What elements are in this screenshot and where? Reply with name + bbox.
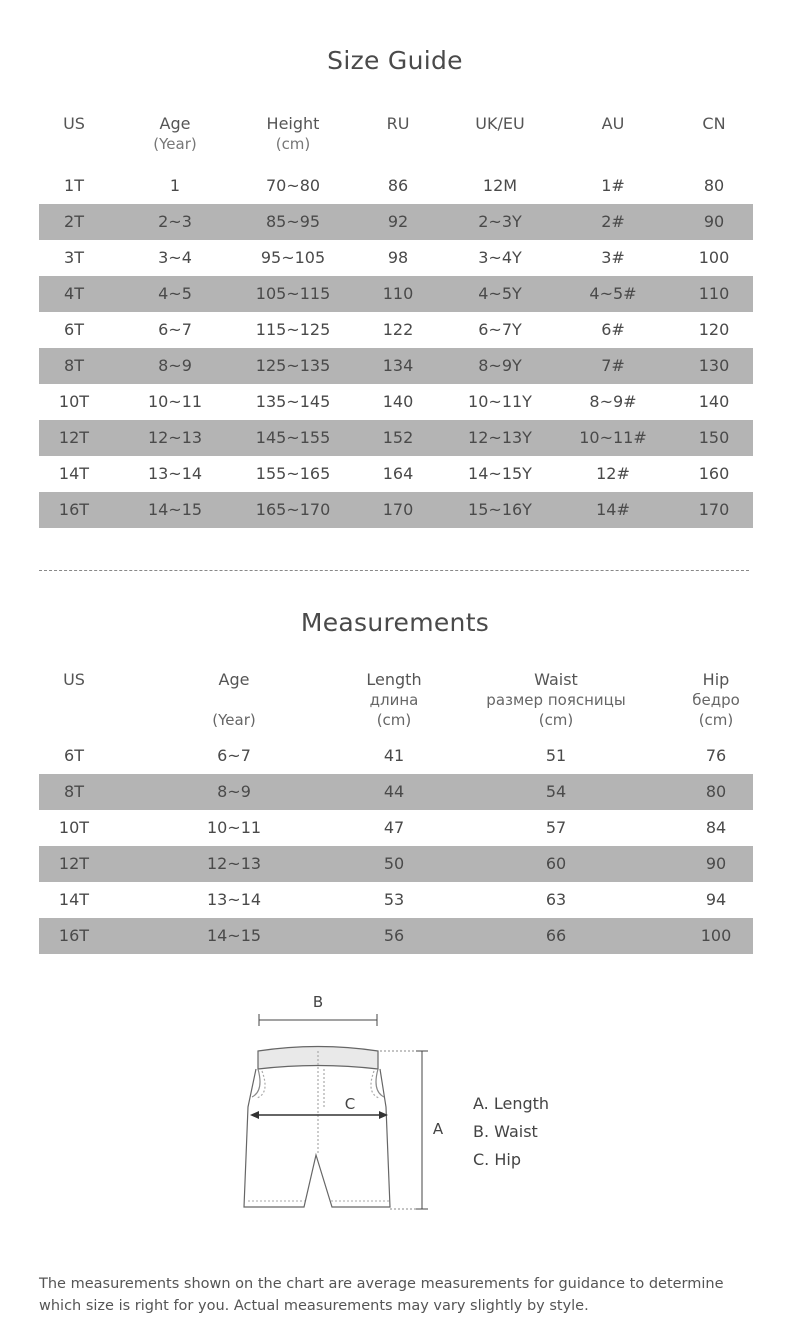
size-guide-row: [39, 348, 753, 384]
size-guide-cell: 134: [382, 356, 414, 375]
measurements-cell: 6T: [64, 746, 84, 765]
measurements-row: [39, 774, 753, 810]
size-guide-cell: 12~13Y: [468, 428, 532, 447]
shorts-diagram: [0, 985, 790, 1245]
measurements-header-col-0: [63, 670, 85, 690]
measurements-cell: 8~9: [217, 782, 251, 801]
size-guide-row: [39, 168, 753, 204]
measurements-cell: 57: [545, 818, 567, 837]
size-guide-cell: 4T: [64, 284, 84, 303]
label-b: B: [312, 993, 324, 1011]
measurements-cell: 10~11: [206, 818, 262, 837]
size-guide-cell: 160: [698, 464, 730, 483]
size-guide-cell: 7#: [601, 356, 625, 375]
size-guide-cell: 14#: [596, 500, 630, 519]
size-guide-header-label: RU: [386, 114, 410, 133]
size-guide-cell: 2#: [601, 212, 625, 231]
size-guide-header-col-5: [602, 114, 625, 134]
size-guide-cell: 105~115: [255, 284, 331, 303]
size-guide-cell: 6#: [601, 320, 625, 339]
measurements-row: [39, 918, 753, 954]
measurements-cell: 12T: [58, 854, 90, 873]
size-guide-cell: 10T: [58, 392, 90, 411]
measurements-row: [39, 882, 753, 918]
measurements-cell: 90: [705, 854, 727, 873]
size-guide-cell: 170: [382, 500, 414, 519]
size-guide-cell: 140: [382, 392, 414, 411]
measurements-cell: 100: [700, 926, 732, 945]
size-guide-cell: 10~11#: [579, 428, 647, 447]
size-guide-row: [39, 204, 753, 240]
measurements-cell: 47: [383, 818, 405, 837]
size-guide-header-label: Height: [266, 114, 320, 133]
measurements-cell: 41: [383, 746, 405, 765]
measurements-cell: 66: [545, 926, 567, 945]
size-guide-table: [39, 114, 753, 528]
size-guide-cell: 16T: [58, 500, 90, 519]
size-guide-cell: 12T: [58, 428, 90, 447]
measurements-header-line: US: [63, 670, 85, 689]
size-guide-cell: 80: [703, 176, 725, 195]
size-guide-header-label: Age: [159, 114, 191, 133]
measurements-cell: 50: [383, 854, 405, 873]
measurements-header-line: (cm): [376, 711, 412, 729]
measurements-header-line: Waist: [534, 670, 578, 689]
measurements-body: [39, 738, 753, 954]
size-guide-cell: 12M: [482, 176, 518, 195]
measurements-header-line: [212, 690, 255, 710]
size-guide-cell: 15~16Y: [468, 500, 532, 519]
size-guide-cell: 1: [169, 176, 181, 195]
measurements-cell: 8T: [64, 782, 84, 801]
size-guide-cell: 125~135: [255, 356, 331, 375]
measurements-title: Measurements: [300, 608, 490, 637]
size-guide-cell: 110: [698, 284, 730, 303]
legend-length: A. Length: [473, 1094, 550, 1113]
size-guide-cell: 14~15: [147, 500, 203, 519]
measurements-header-col-1: [212, 670, 255, 730]
size-guide-cell: 10~11Y: [468, 392, 532, 411]
legend-hip: C. Hip: [473, 1150, 521, 1169]
measurements-row: [39, 846, 753, 882]
size-guide-row: [39, 276, 753, 312]
size-guide-cell: 1T: [64, 176, 84, 195]
measurements-cell: 13~14: [206, 890, 262, 909]
size-guide-cell: 95~105: [260, 248, 326, 267]
size-guide-cell: 4~5: [158, 284, 192, 303]
size-guide-cell: 3~4Y: [478, 248, 522, 267]
size-guide-header-label: AU: [601, 114, 625, 133]
size-guide-header-label: UK/EU: [475, 114, 525, 133]
measurements-header-line: бедро: [692, 691, 740, 709]
size-guide-cell: 8~9#: [589, 392, 637, 411]
size-guide-header-col-4: [475, 114, 524, 134]
size-guide-cell: 115~125: [255, 320, 331, 339]
size-guide-cell: 120: [698, 320, 730, 339]
size-guide-body: [39, 168, 753, 528]
size-guide-cell: 2T: [64, 212, 84, 231]
measurements-cell: 54: [545, 782, 567, 801]
measurements-cell: 94: [705, 890, 727, 909]
measurements-header-line: Age: [218, 670, 250, 689]
label-c: C: [344, 1095, 356, 1113]
footnote: The measurements shown on the chart are average measurements for guidance to determine which size is right for you. Actual measurements may vary slightly by style.: [39, 1276, 724, 1314]
measurements-cell: 84: [705, 818, 727, 837]
size-guide-cell: 135~145: [255, 392, 331, 411]
size-guide-cell: 8~9: [158, 356, 192, 375]
size-guide-cell: 3~4: [158, 248, 192, 267]
measurements-header-line: размер поясницы: [486, 691, 626, 709]
size-guide-header-label: US: [63, 114, 85, 133]
size-guide-header-label: CN: [702, 114, 726, 133]
size-guide-cell: 6~7: [158, 320, 192, 339]
legend-waist: B. Waist: [473, 1122, 538, 1141]
measurements-row: [39, 810, 753, 846]
size-guide-cell: 145~155: [255, 428, 331, 447]
size-guide-cell: 165~170: [255, 500, 331, 519]
size-guide-header-col-1: [153, 114, 196, 154]
size-guide-row: [39, 492, 753, 528]
measurements-header-col-3: [486, 670, 625, 730]
measurements-cell: 12~13: [206, 854, 262, 873]
size-guide-cell: 170: [698, 500, 730, 519]
shorts-outline: [244, 1047, 390, 1208]
size-guide-cell: 4~5Y: [478, 284, 522, 303]
size-guide-cell: 164: [382, 464, 414, 483]
measurements-header-row: [39, 670, 753, 738]
measurements-cell: 14T: [58, 890, 90, 909]
size-guide-cell: 8~9Y: [478, 356, 522, 375]
size-guide-cell: 110: [382, 284, 414, 303]
size-guide-header-col-3: [387, 114, 410, 134]
measurements-cell: 56: [383, 926, 405, 945]
measurements-header-line: (Year): [212, 711, 256, 729]
size-guide-cell: 90: [703, 212, 725, 231]
size-guide-cell: 92: [387, 212, 409, 231]
size-guide-cell: 130: [698, 356, 730, 375]
measurements-table: [39, 670, 753, 954]
size-guide-cell: 13~14: [147, 464, 203, 483]
size-guide-cell: 3#: [601, 248, 625, 267]
measurements-cell: 80: [705, 782, 727, 801]
measurements-row: [39, 738, 753, 774]
section-divider: [39, 570, 749, 571]
size-guide-cell: 2~3: [158, 212, 192, 231]
measurements-cell: 53: [383, 890, 405, 909]
size-guide-header-col-6: [702, 114, 725, 134]
measurements-header-col-4: [692, 670, 740, 730]
size-guide-row: [39, 420, 753, 456]
measurements-header-line: Length: [366, 670, 422, 689]
size-guide-cell: 85~95: [265, 212, 321, 231]
measurements-cell: 63: [545, 890, 567, 909]
size-guide-cell: 140: [698, 392, 730, 411]
size-guide-cell: 70~80: [265, 176, 321, 195]
size-guide-row: [39, 240, 753, 276]
size-guide-header-row: [39, 114, 753, 168]
measurements-header-line: (cm): [538, 711, 574, 729]
size-guide-header-col-2: [267, 114, 320, 154]
size-guide-cell: 2~3Y: [478, 212, 522, 231]
size-guide-cell: 3T: [64, 248, 84, 267]
size-guide-cell: 100: [698, 248, 730, 267]
diagram-legend: [473, 1090, 549, 1174]
size-guide-cell: 1#: [601, 176, 625, 195]
measurements-cell: 6~7: [217, 746, 251, 765]
measurements-cell: 44: [383, 782, 405, 801]
measurements-cell: 76: [705, 746, 727, 765]
measurements-header-line: длина: [369, 691, 419, 709]
size-guide-cell: 150: [698, 428, 730, 447]
size-guide-cell: 6~7Y: [478, 320, 522, 339]
measurements-cell: 14~15: [206, 926, 262, 945]
size-guide-title: Size Guide: [327, 46, 463, 75]
size-guide-header-sub: (cm): [275, 135, 311, 153]
size-guide-row: [39, 456, 753, 492]
label-a: A: [432, 1120, 444, 1138]
size-guide-cell: 6T: [64, 320, 84, 339]
size-guide-cell: 4~5#: [589, 284, 637, 303]
measurements-cell: 16T: [58, 926, 90, 945]
measurements-header-col-2: [366, 670, 421, 730]
size-guide-cell: 12#: [596, 464, 630, 483]
hip-arrow: [250, 1111, 388, 1119]
size-guide-cell: 86: [387, 176, 409, 195]
size-guide-cell: 12~13: [147, 428, 203, 447]
size-guide-row: [39, 384, 753, 420]
measurements-cell: 51: [545, 746, 567, 765]
size-guide-header-sub: (Year): [153, 135, 197, 153]
size-guide-cell: 8T: [64, 356, 84, 375]
size-guide-row: [39, 312, 753, 348]
measurements-header-line: Hip: [702, 670, 730, 689]
size-guide-header-col-0: [63, 114, 85, 134]
size-guide-cell: 98: [387, 248, 409, 267]
size-guide-cell: 122: [382, 320, 414, 339]
size-guide-cell: 10~11: [147, 392, 203, 411]
size-guide-cell: 14~15Y: [468, 464, 532, 483]
size-guide-cell: 152: [382, 428, 414, 447]
measurements-cell: 10T: [58, 818, 90, 837]
measurements-header-line: (cm): [698, 711, 734, 729]
size-guide-cell: 14T: [58, 464, 90, 483]
measurements-cell: 60: [545, 854, 567, 873]
size-guide-cell: 155~165: [255, 464, 331, 483]
